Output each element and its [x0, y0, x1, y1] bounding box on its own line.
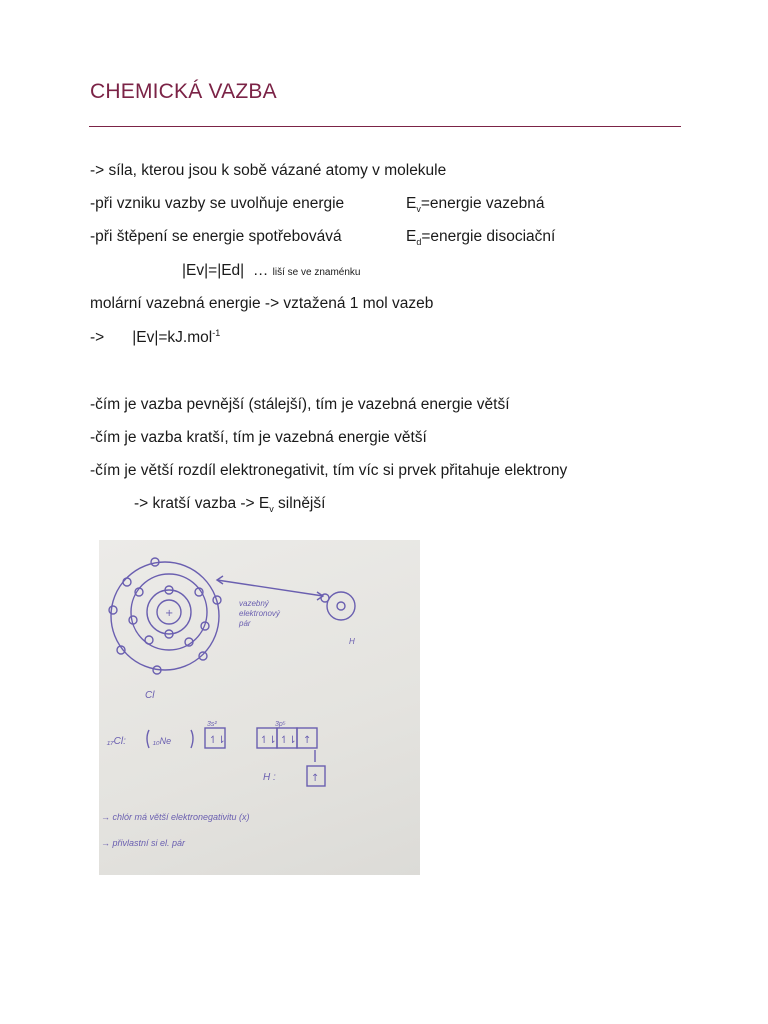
- pair-label-2: elektronový: [239, 609, 280, 618]
- h-label: H: [349, 637, 355, 646]
- text-line-9: -čím je větší rozdíl elektronegativit, tím víc si prvek přitahuje elektrony: [90, 462, 568, 479]
- ne-core: ₁₀Ne: [153, 736, 172, 746]
- cl-config: ₁₇Cl:: [107, 736, 126, 747]
- formula-ev: $E_v=energie$ vazebná: [406, 195, 545, 215]
- pair-label-3: pár: [239, 619, 251, 628]
- text-line-5: molární vazebná energie -> vztažená 1 mol vazeb: [90, 295, 434, 312]
- text-line-2: -při vzniku vazby se uvolňuje energie: [90, 195, 345, 212]
- svg-text:↑: ↑: [303, 735, 312, 746]
- pair-label-1: vazebný: [239, 599, 269, 608]
- svg-text:+: +: [165, 608, 174, 619]
- text-line-10: -> kratší vazba -> $E_v$ silnější: [134, 495, 326, 515]
- handwritten-diagram-photo: [99, 540, 420, 875]
- text-line-6: -> |Ev|=kJ.mol$^{-1}$: [90, 328, 221, 347]
- svg-text:↿⇂: ↿⇂: [260, 735, 277, 746]
- cl-label: Cl: [145, 690, 155, 701]
- svg-text:↑: ↑: [311, 773, 320, 784]
- note-line-2: → přivlastní si el. pár: [101, 838, 186, 848]
- equation-line: |Ev|=|Ed| … liší se ve znaménku: [182, 262, 361, 279]
- orbital-3s: 3s²: [207, 721, 217, 728]
- svg-text:↿⇂: ↿⇂: [209, 735, 226, 746]
- text-line-7: -čím je vazba pevnější (stálejší), tím je vazebná energie větší: [90, 396, 510, 413]
- h-config: H :: [263, 772, 276, 783]
- note-line-1: → chlór má větší elektronegativitu (x): [101, 812, 250, 822]
- orbital-3p: 3p⁵: [275, 721, 286, 728]
- page-title: CHEMICKÁ VAZBA: [90, 80, 277, 103]
- atom-diagram: [99, 540, 420, 875]
- formula-ed: $E_d=energie$ disociační: [406, 228, 556, 248]
- text-line-3: -při štěpení se energie spotřebovává: [90, 228, 342, 245]
- text-line-8: -čím je vazba kratší, tím je vazebná energie větší: [90, 429, 427, 446]
- title-divider: [89, 126, 681, 127]
- text-line-1: -> síla, kterou jsou k sobě vázané atomy v molekule: [90, 162, 447, 179]
- svg-text:↿⇂: ↿⇂: [280, 735, 297, 746]
